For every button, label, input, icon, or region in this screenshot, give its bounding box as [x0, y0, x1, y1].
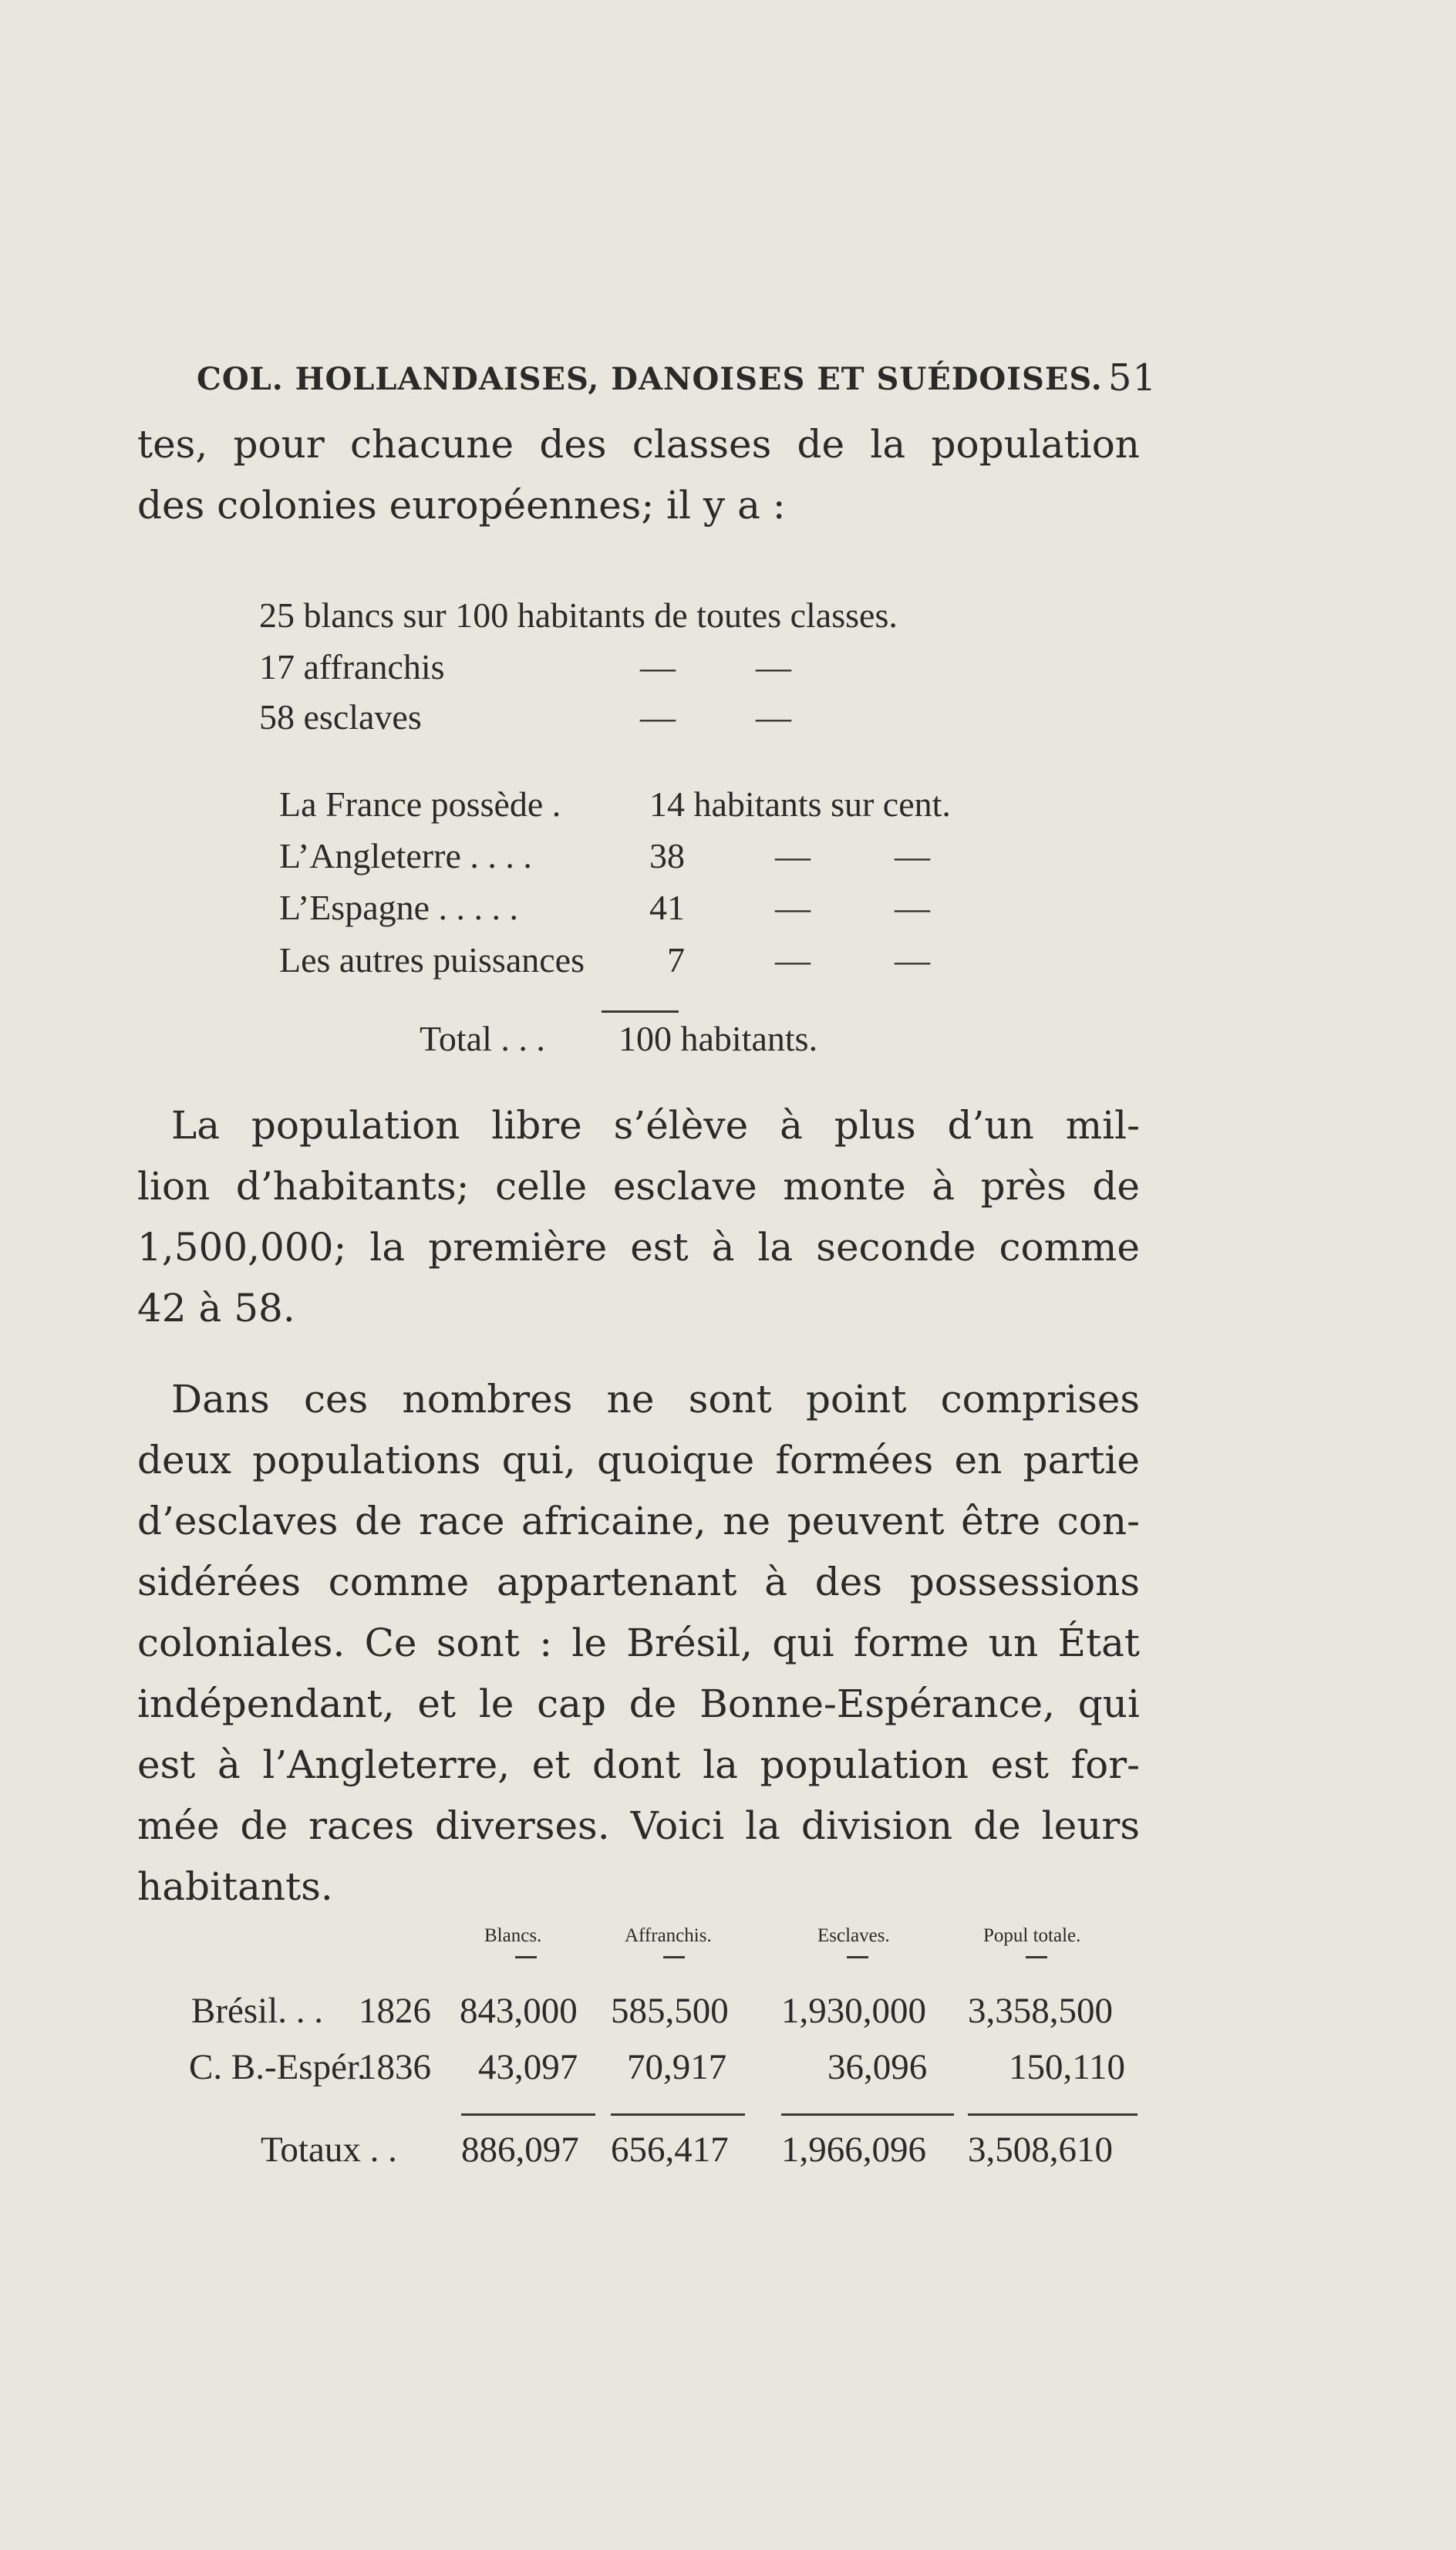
total-label: Total . . .: [420, 1019, 545, 1058]
sum-rule: [461, 2113, 595, 2116]
page-number: 51: [1107, 356, 1157, 400]
text-line: La population libre s’élève à plus d’un mil-: [171, 1103, 1140, 1148]
sum-rule: [611, 2113, 745, 2116]
ditto-mark: —: [756, 647, 791, 686]
sum-rule: [602, 1010, 679, 1013]
list-item-name: L’Espagne . . . . .: [279, 888, 519, 927]
text-line: tes, pour chacune des classes de la population: [137, 422, 1140, 467]
text-line: deux populations qui, quoique formées en partie: [137, 1438, 1140, 1482]
table-cell-total: 150,110: [1009, 2047, 1126, 2087]
table-cell-total: 3,358,500: [968, 1991, 1113, 2031]
header-dash: [663, 1956, 685, 1958]
list-item-name: L’Angleterre . . . .: [279, 836, 532, 875]
list-item: 25 blancs sur 100 habitants de toutes classes.: [259, 595, 898, 635]
column-header-esclaves: Esclaves.: [817, 1925, 890, 1946]
header-dash: [515, 1956, 537, 1958]
paragraph-population: [137, 1095, 1140, 1339]
ditto-mark: —: [775, 940, 811, 980]
table-cell-place: Brésil. . .: [191, 1991, 324, 2031]
table-cell-affranchis: 585,500: [611, 1991, 729, 2031]
list-item-value: 7: [667, 940, 685, 980]
text-line: lion d’habitants; celle esclave monte à près de: [137, 1164, 1140, 1209]
text-line: 42 à 58.: [137, 1286, 295, 1331]
header-dash: [847, 1956, 868, 1958]
text-line: Dans ces nombres ne sont point comprises: [171, 1377, 1140, 1422]
table-cell-esclaves: 36,096: [827, 2047, 928, 2087]
list-item: 17 affranchis: [259, 647, 445, 686]
text-line: d’esclaves de race africaine, ne peuvent être con-: [137, 1499, 1140, 1543]
paragraph-bresil-cap: [137, 1369, 1140, 1918]
ditto-mark: —: [895, 940, 930, 980]
ditto-mark: —: [775, 836, 811, 875]
list-item-name: La France possède .: [279, 784, 561, 824]
text-line: indépendant, et le cap de Bonne-Espérance, qui: [137, 1681, 1140, 1726]
ditto-mark: —: [895, 836, 930, 875]
text-line: sidérées comme appartenant à des possessions: [137, 1560, 1140, 1604]
ditto-mark: —: [640, 647, 676, 686]
totals-blancs: 886,097: [461, 2130, 579, 2170]
column-header-blancs: Blancs.: [484, 1925, 542, 1946]
table-cell-affranchis: 70,917: [627, 2047, 727, 2087]
intro-paragraph: [137, 414, 1140, 536]
table-cell-place: C. B.-Espér.: [189, 2047, 366, 2087]
text-line: 1,500,000; la première est à la seconde comme: [137, 1225, 1140, 1270]
header-dash: [1026, 1956, 1047, 1958]
totals-label: Totaux . .: [261, 2130, 397, 2170]
total-value: 100 habitants.: [618, 1019, 818, 1058]
sum-rule: [781, 2113, 954, 2116]
column-header-affranchis: Affranchis.: [625, 1925, 712, 1946]
ditto-mark: —: [775, 888, 811, 927]
table-cell-year: 1826: [359, 1991, 431, 2031]
ditto-mark: —: [640, 697, 676, 737]
text-line: est à l’Angleterre, et dont la population est for-: [137, 1742, 1140, 1787]
list-item-value: 38: [649, 836, 685, 875]
table-cell-blancs: 43,097: [478, 2047, 578, 2087]
text-line: habitants.: [137, 1864, 333, 1909]
text-line: des colonies européennes; il y a :: [137, 483, 786, 528]
table-cell-esclaves: 1,930,000: [781, 1991, 926, 2031]
totals-esclaves: 1,966,096: [781, 2130, 926, 2170]
sum-rule: [968, 2113, 1138, 2116]
list-item-value: 41: [649, 888, 685, 927]
table-cell-blancs: 843,000: [460, 1991, 578, 2031]
list-item-value: 14 habitants sur cent.: [649, 784, 951, 824]
text-line: mée de races diverses. Voici la division de leurs: [137, 1803, 1140, 1848]
text-line: coloniales. Ce sont : le Brésil, qui forme un État: [137, 1621, 1140, 1665]
ditto-mark: —: [756, 697, 791, 737]
list-item: 58 esclaves: [259, 697, 422, 737]
running-head: [197, 356, 1157, 400]
list-item-name: Les autres puissances: [279, 940, 585, 980]
table-cell-year: 1836: [359, 2047, 431, 2087]
running-head-title: COL. HOLLANDAISES, DANOISES ET SUÉDOISES.: [197, 361, 1103, 397]
column-header-total: Popul totale.: [983, 1925, 1081, 1946]
totals-total: 3,508,610: [968, 2130, 1113, 2170]
totals-affranchis: 656,417: [611, 2130, 729, 2170]
ditto-mark: —: [895, 888, 930, 927]
